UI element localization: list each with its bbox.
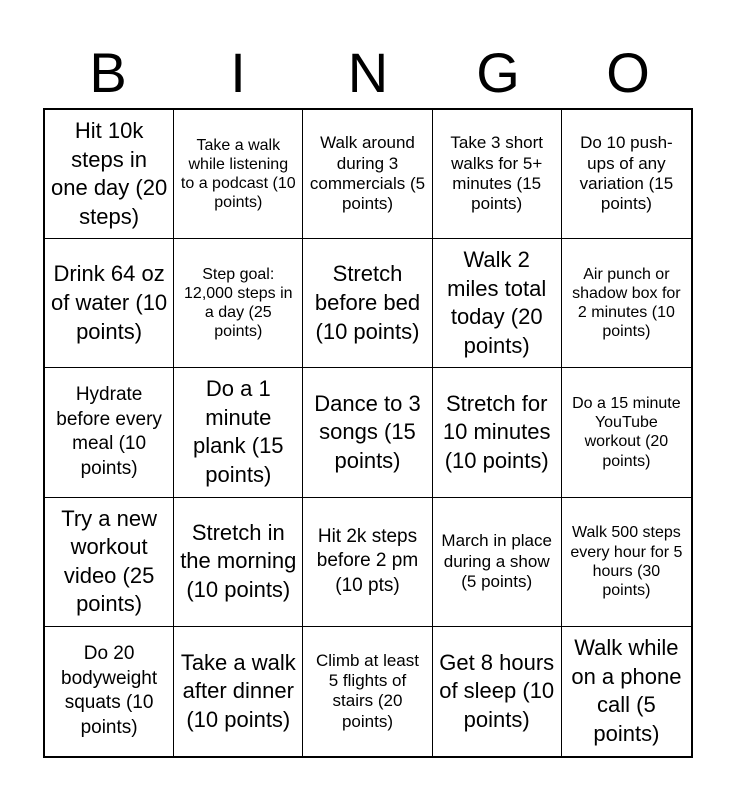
cell-text: Step goal: 12,000 steps in a day (25 points) <box>184 265 293 341</box>
header-letter-o: O <box>606 41 650 104</box>
bingo-cell-r2-c3 <box>303 239 432 368</box>
cell-text: Hit 2k steps before 2 pm (10 pts) <box>316 525 419 597</box>
bingo-cell-r3-c4 <box>433 368 562 497</box>
bingo-cell-r5-c1 <box>45 627 174 756</box>
cell-text: Do 10 push-ups of any variation (15 points) <box>579 133 674 214</box>
cell-text: Do 20 bodyweight squats (10 points) <box>61 643 158 739</box>
cell-text: March in place during a show (5 points) <box>441 531 552 591</box>
bingo-board <box>43 108 693 758</box>
cell-text: Stretch for 10 minutes (10 points) <box>442 390 551 473</box>
bingo-cell-r1-c3 <box>303 110 432 239</box>
cell-text: Do a 1 minute plank (15 points) <box>193 376 284 488</box>
bingo-cell-r3-c1 <box>45 368 174 497</box>
cell-text: Walk while on a phone call (5 points) <box>571 635 682 746</box>
cell-text: Hit 10k steps in one day (20 steps) <box>51 117 168 229</box>
bingo-cell-r1-c1 <box>45 110 174 239</box>
cell-text: Dance to 3 songs (15 points) <box>314 390 421 473</box>
cell-text: Stretch in the morning (10 points) <box>180 519 297 602</box>
cell-text: Stretch before bed (10 points) <box>314 261 421 344</box>
cell-text: Try a new workout video (25 points) <box>61 505 157 617</box>
cell-text: Drink 64 oz of water (10 points) <box>51 261 168 344</box>
bingo-cell-r3-c3 <box>303 368 432 497</box>
cell-text: Do a 15 minute YouTube workout (20 points) <box>572 395 681 470</box>
cell-text: Walk 500 steps every hour for 5 hours (30 points) <box>570 524 683 599</box>
bingo-cell-r2-c4 <box>433 239 562 368</box>
bingo-cell-r4-c4 <box>433 498 562 627</box>
bingo-cell-r2-c1 <box>45 239 174 368</box>
bingo-cell-r1-c5 <box>562 110 691 239</box>
bingo-cell-r5-c4 <box>433 627 562 756</box>
cell-text: Air punch or shadow box for 2 minutes (10 points) <box>572 265 681 341</box>
cell-text: Get 8 hours of sleep (10 points) <box>439 649 555 732</box>
cell-text: Take a walk after dinner (10 points) <box>180 649 296 732</box>
bingo-cell-r5-c2 <box>174 627 303 756</box>
bingo-cell-r1-c2 <box>174 110 303 239</box>
cell-text: Take a walk while listening to a podcast (10 points) <box>180 136 296 212</box>
bingo-cell-r2-c2 <box>174 239 303 368</box>
bingo-cell-r3-c2 <box>174 368 303 497</box>
cell-text: Walk around during 3 commercials (5 points) <box>309 133 426 214</box>
cell-text: Take 3 short walks for 5+ minutes (15 points) <box>450 133 543 214</box>
bingo-cell-r1-c4 <box>433 110 562 239</box>
bingo-cell-r4-c3 <box>303 498 432 627</box>
bingo-cell-r4-c1 <box>45 498 174 627</box>
bingo-cell-r4-c2 <box>174 498 303 627</box>
header-letter-g: G <box>476 41 520 104</box>
bingo-cell-r5-c3 <box>303 627 432 756</box>
cell-text: Hydrate before every meal (10 points) <box>56 384 162 480</box>
cell-text: Walk 2 miles total today (20 points) <box>447 247 547 358</box>
bingo-cell-r2-c5 <box>562 239 691 368</box>
bingo-cell-r3-c5 <box>562 368 691 497</box>
cell-text: Climb at least 5 flights of stairs (20 points) <box>316 650 419 731</box>
bingo-header <box>43 38 693 108</box>
bingo-cell-r5-c5 <box>562 627 691 756</box>
header-letter-b: B <box>89 41 127 104</box>
header-letter-n: N <box>347 41 389 104</box>
bingo-cell-r4-c5 <box>562 498 691 627</box>
header-letter-i: I <box>230 41 246 104</box>
